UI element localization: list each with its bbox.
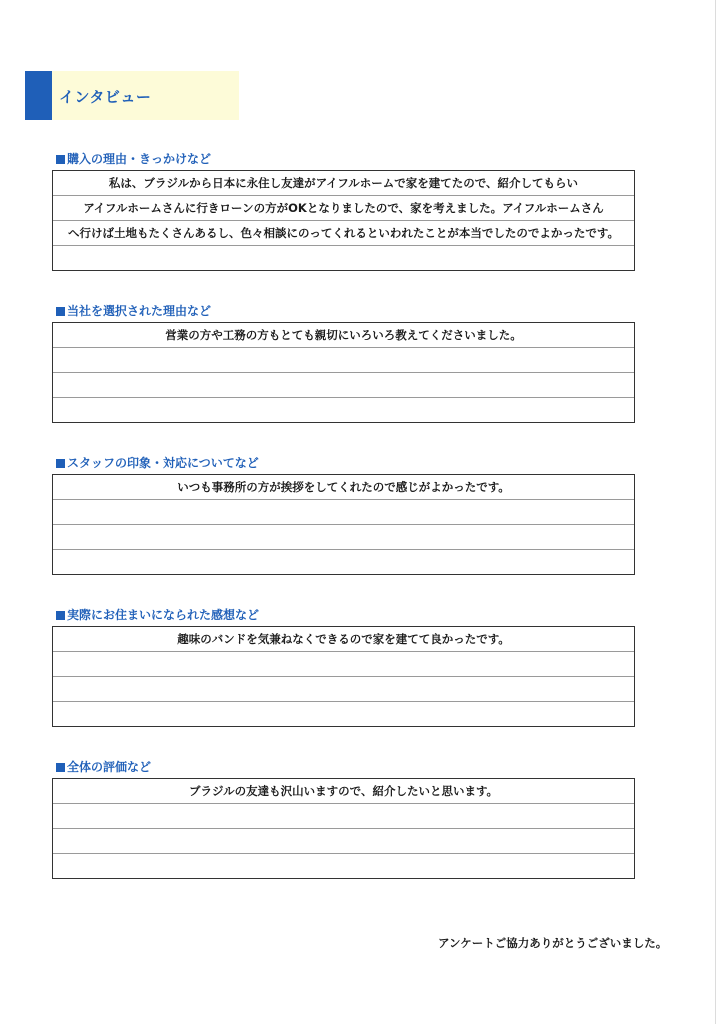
page-title: インタビュー — [59, 88, 152, 106]
answer-line: 営業の方や工務の方もとても親切にいろいろ教えてくださいました。 — [53, 323, 634, 348]
section-heading-overall-evaluation — [56, 758, 151, 775]
section-heading-text: 全体の評価など — [67, 760, 152, 774]
bullet-square-icon — [56, 459, 65, 468]
answer-line — [53, 373, 634, 398]
answer-line: いつも事務所の方が挨拶をしてくれたので感じがよかったです。 — [53, 475, 634, 500]
answer-line — [53, 652, 634, 677]
answer-line — [53, 525, 634, 550]
answer-line — [53, 829, 634, 854]
section-heading-text: 購入の理由・きっかけなど — [67, 152, 212, 166]
bullet-square-icon — [56, 307, 65, 316]
answer-line — [53, 348, 634, 373]
answer-line — [53, 550, 634, 575]
page-edge — [715, 0, 716, 1024]
answer-line: ブラジルの友達も沢山いますので、紹介したいと思います。 — [53, 779, 634, 804]
answer-line — [53, 804, 634, 829]
answer-line: 私は、ブラジルから日本に永住し友達がアイフルホームで家を建てたので、紹介してもらい — [53, 171, 634, 196]
answer-box-selection-reason — [52, 322, 635, 423]
section-heading-living-impression — [56, 606, 259, 623]
answer-line: へ行けば土地もたくさんあるし、色々相談にのってくれるといわれたことが本当でしたのでよかったです。 — [53, 221, 634, 246]
bullet-square-icon — [56, 611, 65, 620]
header-accent-bar — [25, 71, 52, 120]
section-heading-text: スタッフの印象・対応についてなど — [67, 456, 259, 470]
answer-box-purchase-reason — [52, 170, 635, 271]
answer-line — [53, 246, 634, 271]
section-heading-staff-impression — [56, 454, 259, 471]
answer-line — [53, 398, 634, 423]
answer-box-overall-evaluation — [52, 778, 635, 879]
answer-line — [53, 702, 634, 727]
bullet-square-icon — [56, 763, 65, 772]
closing-message: アンケートご協力ありがとうございました。 — [438, 936, 668, 950]
bullet-square-icon — [56, 155, 65, 164]
section-heading-text: 当社を選択された理由など — [67, 304, 212, 318]
answer-line — [53, 677, 634, 702]
answer-box-staff-impression — [52, 474, 635, 575]
answer-line: アイフルホームさんに行きローンの方がOKとなりましたので、家を考えました。アイフルホームさん — [53, 196, 634, 221]
section-heading-purchase-reason — [56, 150, 211, 167]
answer-line — [53, 854, 634, 879]
interview-header — [25, 71, 239, 120]
section-heading-selection-reason — [56, 302, 211, 319]
answer-box-living-impression — [52, 626, 635, 727]
answer-line — [53, 500, 634, 525]
answer-line: 趣味のバンドを気兼ねなくできるので家を建てて良かったです。 — [53, 627, 634, 652]
section-heading-text: 実際にお住まいになられた感想など — [67, 608, 260, 622]
